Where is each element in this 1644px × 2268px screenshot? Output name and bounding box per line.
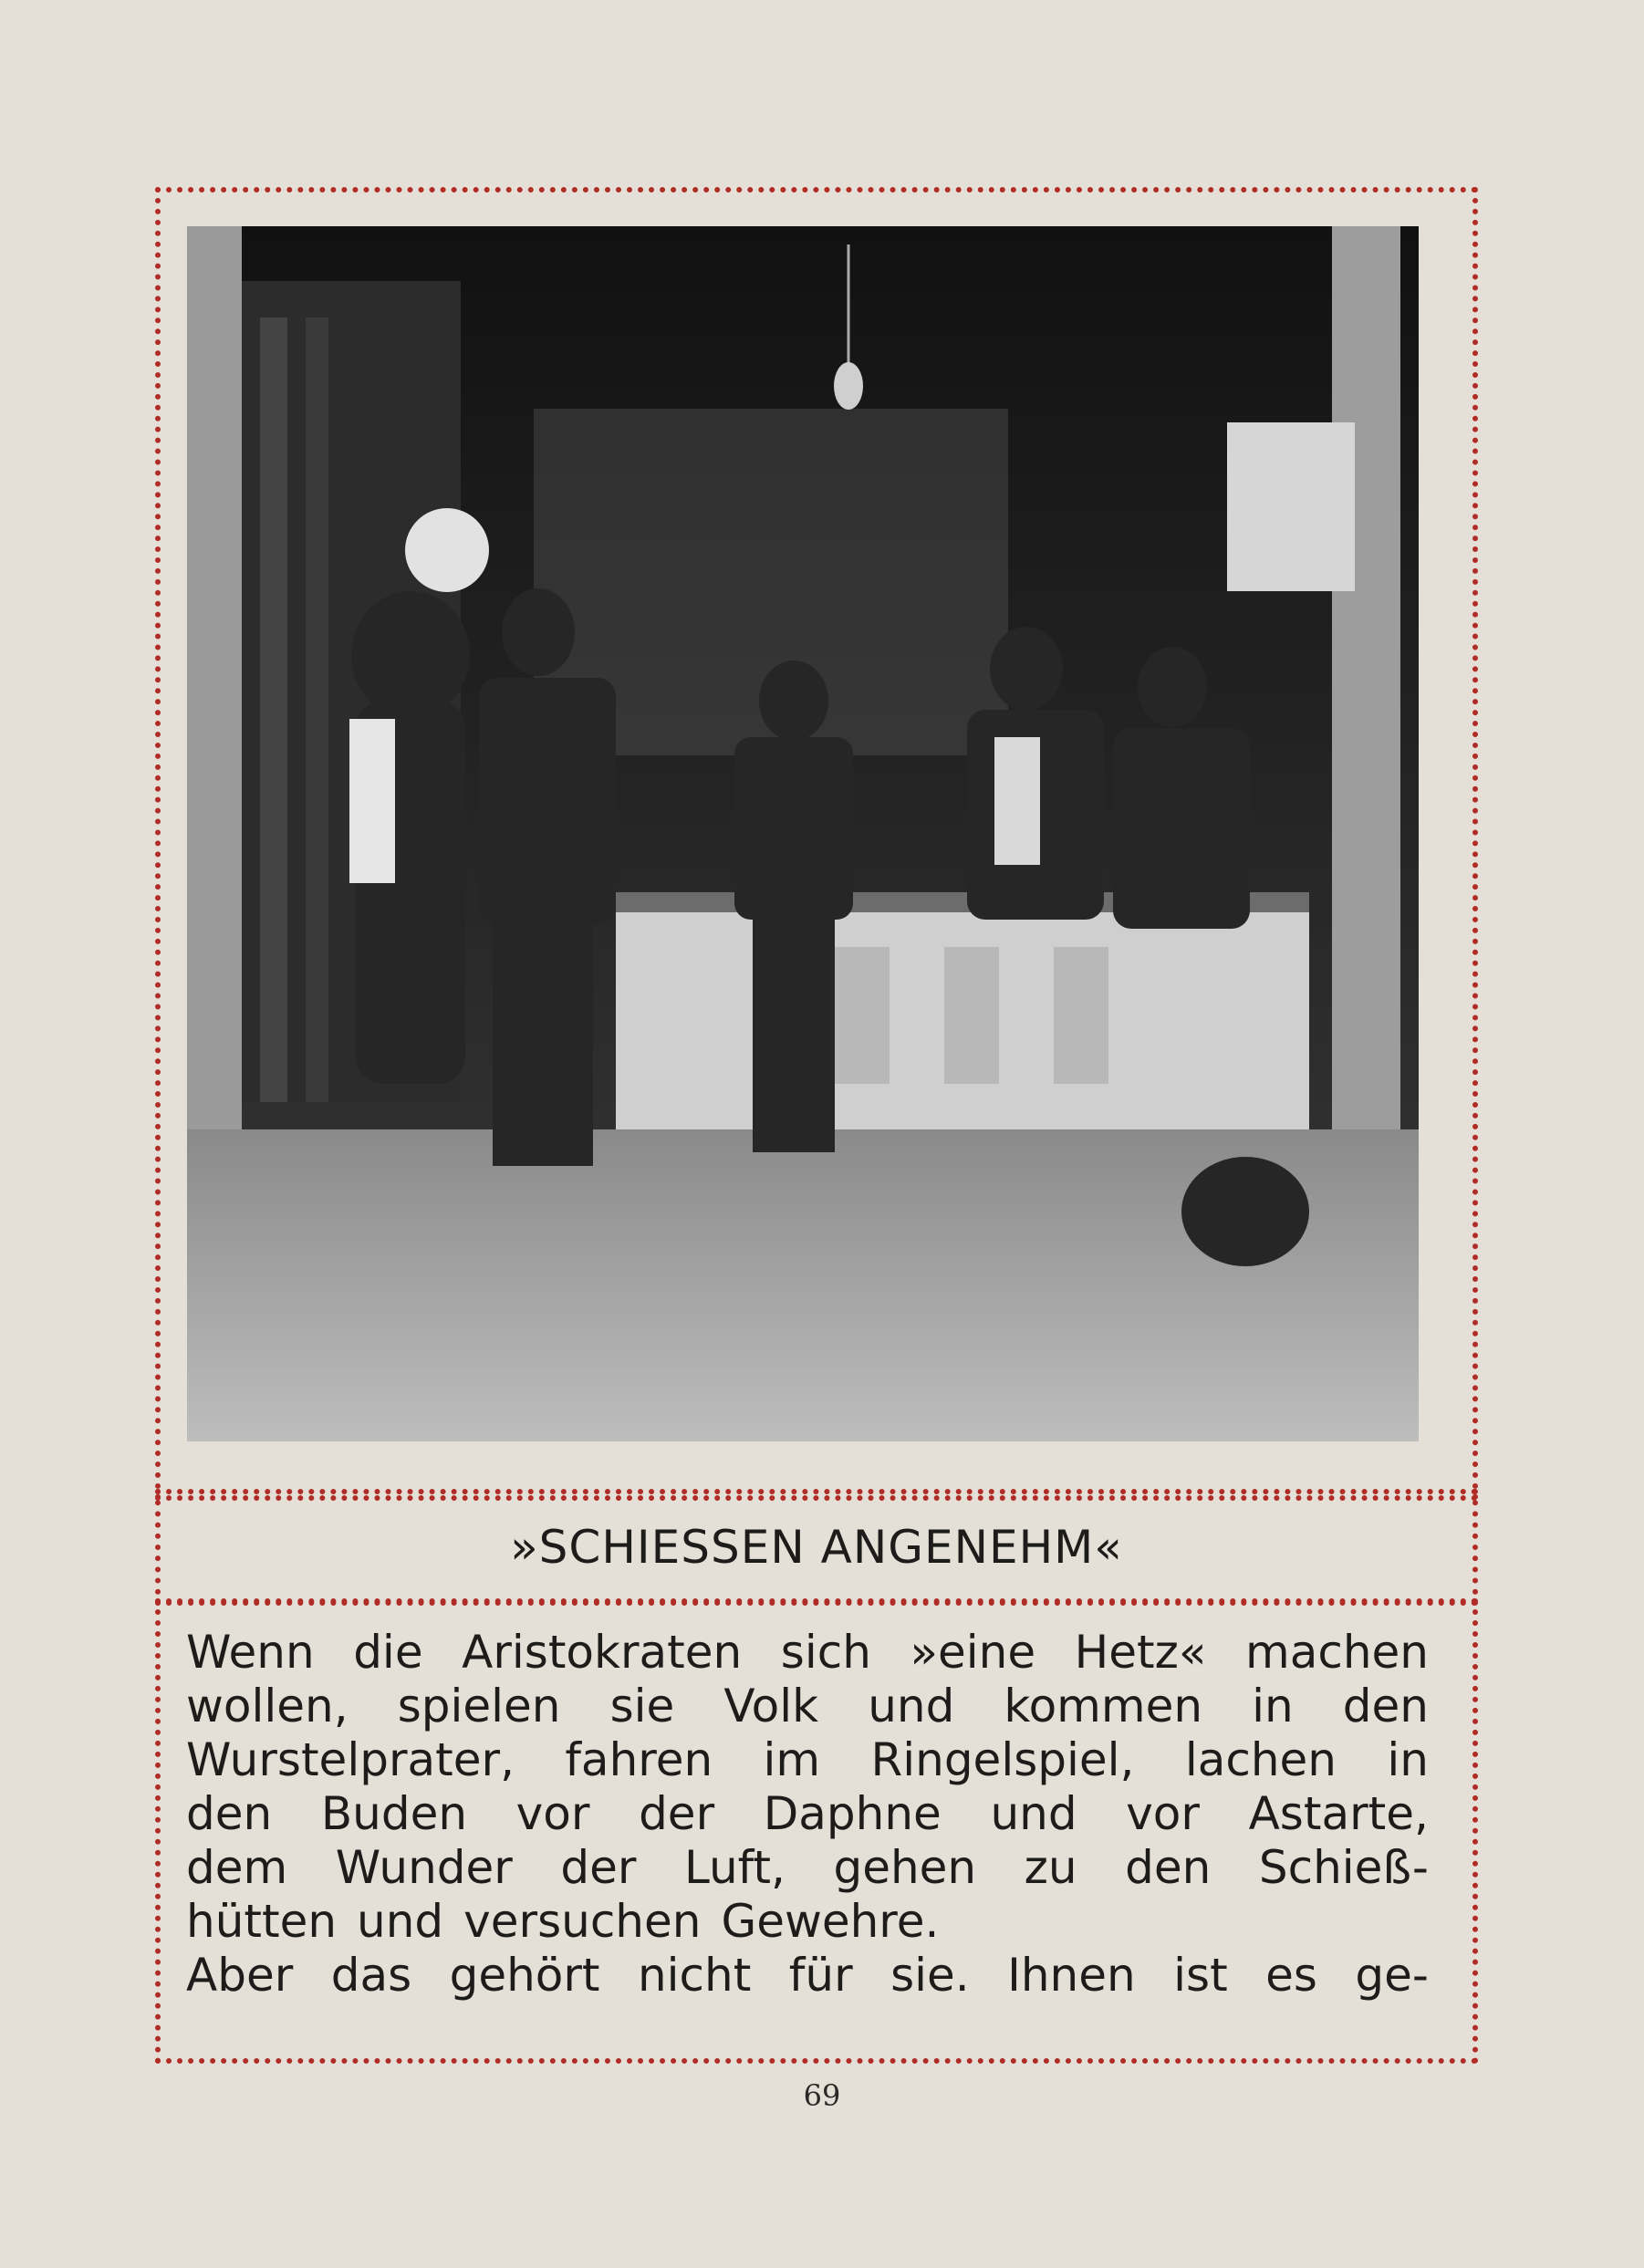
- word: in: [1252, 1680, 1294, 1732]
- article-heading: »SCHIESSEN ANGENEHM«: [510, 1521, 1123, 1574]
- page-number: 69: [803, 2078, 841, 2113]
- shooting-gallery-photograph: [187, 226, 1419, 1441]
- word: Luft,: [684, 1841, 786, 1894]
- word: dem: [186, 1841, 288, 1894]
- word: den: [186, 1787, 273, 1840]
- word: gehen: [833, 1841, 977, 1894]
- word: Wurstelprater,: [186, 1733, 515, 1786]
- word: Aristokraten: [462, 1626, 743, 1679]
- word: und: [868, 1680, 955, 1732]
- paragraph-line: [186, 1841, 1429, 1895]
- word: und: [357, 1895, 444, 1948]
- word: Gewehre.: [721, 1895, 940, 1948]
- word: in: [1387, 1733, 1429, 1786]
- word: versuchen: [463, 1895, 702, 1948]
- paragraph-line: [186, 1787, 1429, 1841]
- paragraph-line: [186, 1949, 1429, 2003]
- word: den: [1125, 1841, 1212, 1894]
- word: vor: [515, 1787, 590, 1840]
- word: Buden: [320, 1787, 468, 1840]
- word: das: [330, 1949, 412, 2002]
- word: Ihnen: [1007, 1949, 1136, 2002]
- word: Schieß-: [1258, 1841, 1429, 1894]
- paragraph-line: [186, 1626, 1429, 1680]
- word: kommen: [1004, 1680, 1203, 1732]
- word: der: [639, 1787, 715, 1840]
- word: vor: [1126, 1787, 1200, 1840]
- word: Hetz«: [1074, 1626, 1207, 1679]
- word: hütten: [186, 1895, 338, 1948]
- word: spielen: [397, 1680, 561, 1732]
- word: für: [788, 1949, 853, 2002]
- word: zu: [1024, 1841, 1077, 1894]
- word: Daphne: [763, 1787, 942, 1840]
- word: Aber: [186, 1949, 294, 2002]
- word: sich: [780, 1626, 871, 1679]
- word: sie.: [890, 1949, 970, 2002]
- word: den: [1342, 1680, 1429, 1732]
- paragraph-line: [186, 1680, 1429, 1733]
- word: Astarte,: [1248, 1787, 1429, 1840]
- article-paragraph: [186, 1626, 1429, 2003]
- word: die: [353, 1626, 423, 1679]
- word: sie: [609, 1680, 675, 1732]
- word: Wenn: [186, 1626, 315, 1679]
- word: ist: [1173, 1949, 1228, 2002]
- paragraph-line: [186, 1733, 1429, 1787]
- paragraph-line: [186, 1895, 1429, 1949]
- photograph-shooting-gallery-icon: [187, 226, 1419, 1441]
- word: wollen,: [186, 1680, 349, 1732]
- word: »eine: [910, 1626, 1036, 1679]
- word: und: [990, 1787, 1077, 1840]
- word: nicht: [637, 1949, 752, 2002]
- word: Ringelspiel,: [870, 1733, 1135, 1786]
- word: gehört: [449, 1949, 600, 2002]
- word: im: [763, 1733, 821, 1786]
- word: es: [1265, 1949, 1317, 2002]
- word: machen: [1245, 1626, 1429, 1679]
- word: Volk: [723, 1680, 819, 1732]
- word: der: [560, 1841, 637, 1894]
- word: ge-: [1355, 1949, 1429, 2002]
- word: Wunder: [335, 1841, 513, 1894]
- word: fahren: [565, 1733, 713, 1786]
- word: lachen: [1184, 1733, 1337, 1786]
